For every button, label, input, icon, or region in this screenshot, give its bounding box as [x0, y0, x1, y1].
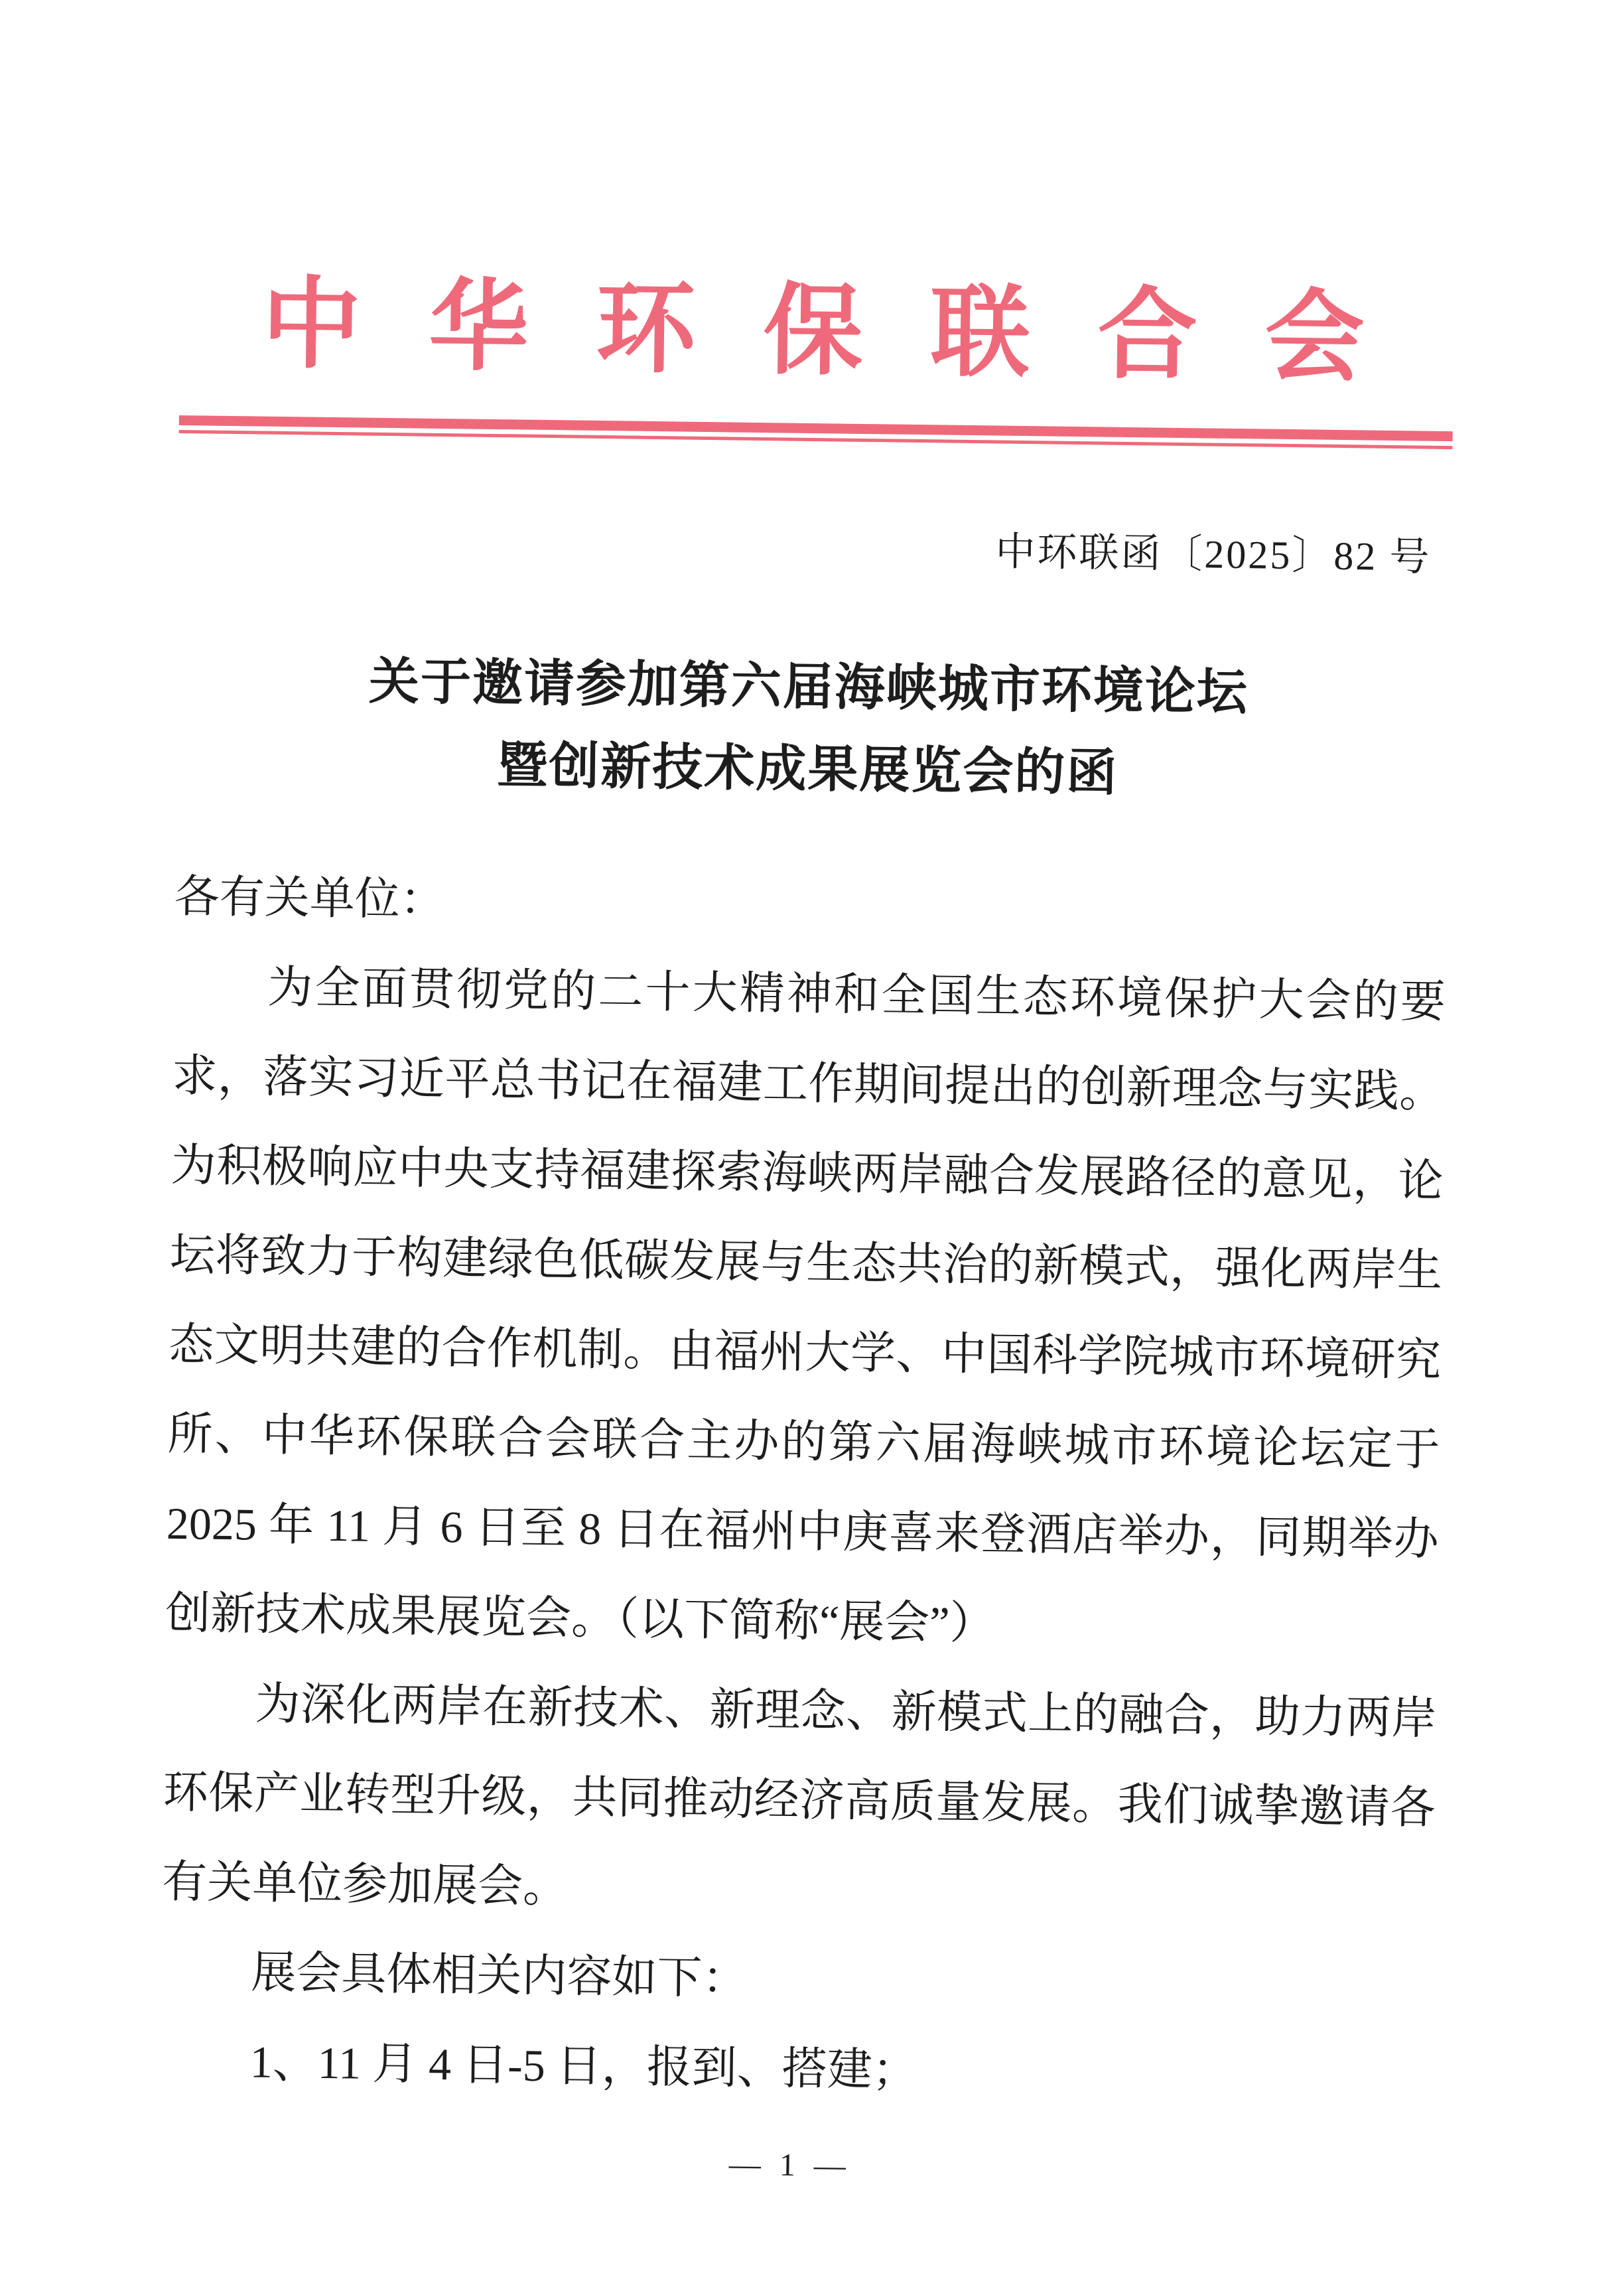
body-line: 求，落实习近平总书记在福建工作期间提出的创新理念与实践。 [171, 1050, 1445, 1117]
body-line: 环保产业转型升级，共同推动经济高质量发展。我们诚挚邀请各 [163, 1766, 1436, 1833]
body-line: 坛将致力于构建绿色低碳发展与生态共治的新模式，强化两岸生 [169, 1229, 1443, 1296]
salutation-line: 各有关单位： [174, 870, 446, 926]
document-title [0, 636, 1621, 821]
body-line: 为深化两岸在新技术、新理念、新模式上的融合，助力两岸 [164, 1677, 1437, 1744]
letter-body [159, 852, 1448, 2122]
body-line: 为积极响应中央支持福建探索海峡两岸融合发展路径的意见，论 [170, 1139, 1444, 1207]
document-title-line2: 暨创新技术成果展览会的函 [496, 738, 1118, 801]
body-line: 为全面贯彻党的二十大精神和全国生态环境保护大会的要 [172, 960, 1446, 1028]
body-line: 1、11 月 4 日-5 日，报到、搭建； [159, 2035, 918, 2096]
document-title-line1: 关于邀请参加第六届海峡城市环境论坛 [368, 654, 1249, 721]
body-line: 有关单位参加展会。 [161, 1856, 569, 1912]
body-line: 展会具体相关内容如下： [160, 1945, 748, 2004]
page-number: — 1 — [728, 2146, 852, 2184]
body-line: 所、中华环保联合会联合主办的第六届海峡城市环境论坛定于 [167, 1408, 1440, 1476]
document-number: 中环联函〔2025〕82 号 [995, 529, 1432, 579]
body-line: 2025 年 11 月 6 日至 8 日在福州中庚喜来登酒店举办，同期举办 [166, 1497, 1440, 1564]
body-line: 创新技术成果展览会。（以下简称“展会”） [165, 1587, 995, 1649]
body-lines [159, 941, 1446, 2122]
body-line: 态文明共建的合作机制。由福州大学、中国科学院城市环境研究 [168, 1318, 1442, 1386]
organization-title: 中华环保联合会 [261, 269, 1433, 395]
